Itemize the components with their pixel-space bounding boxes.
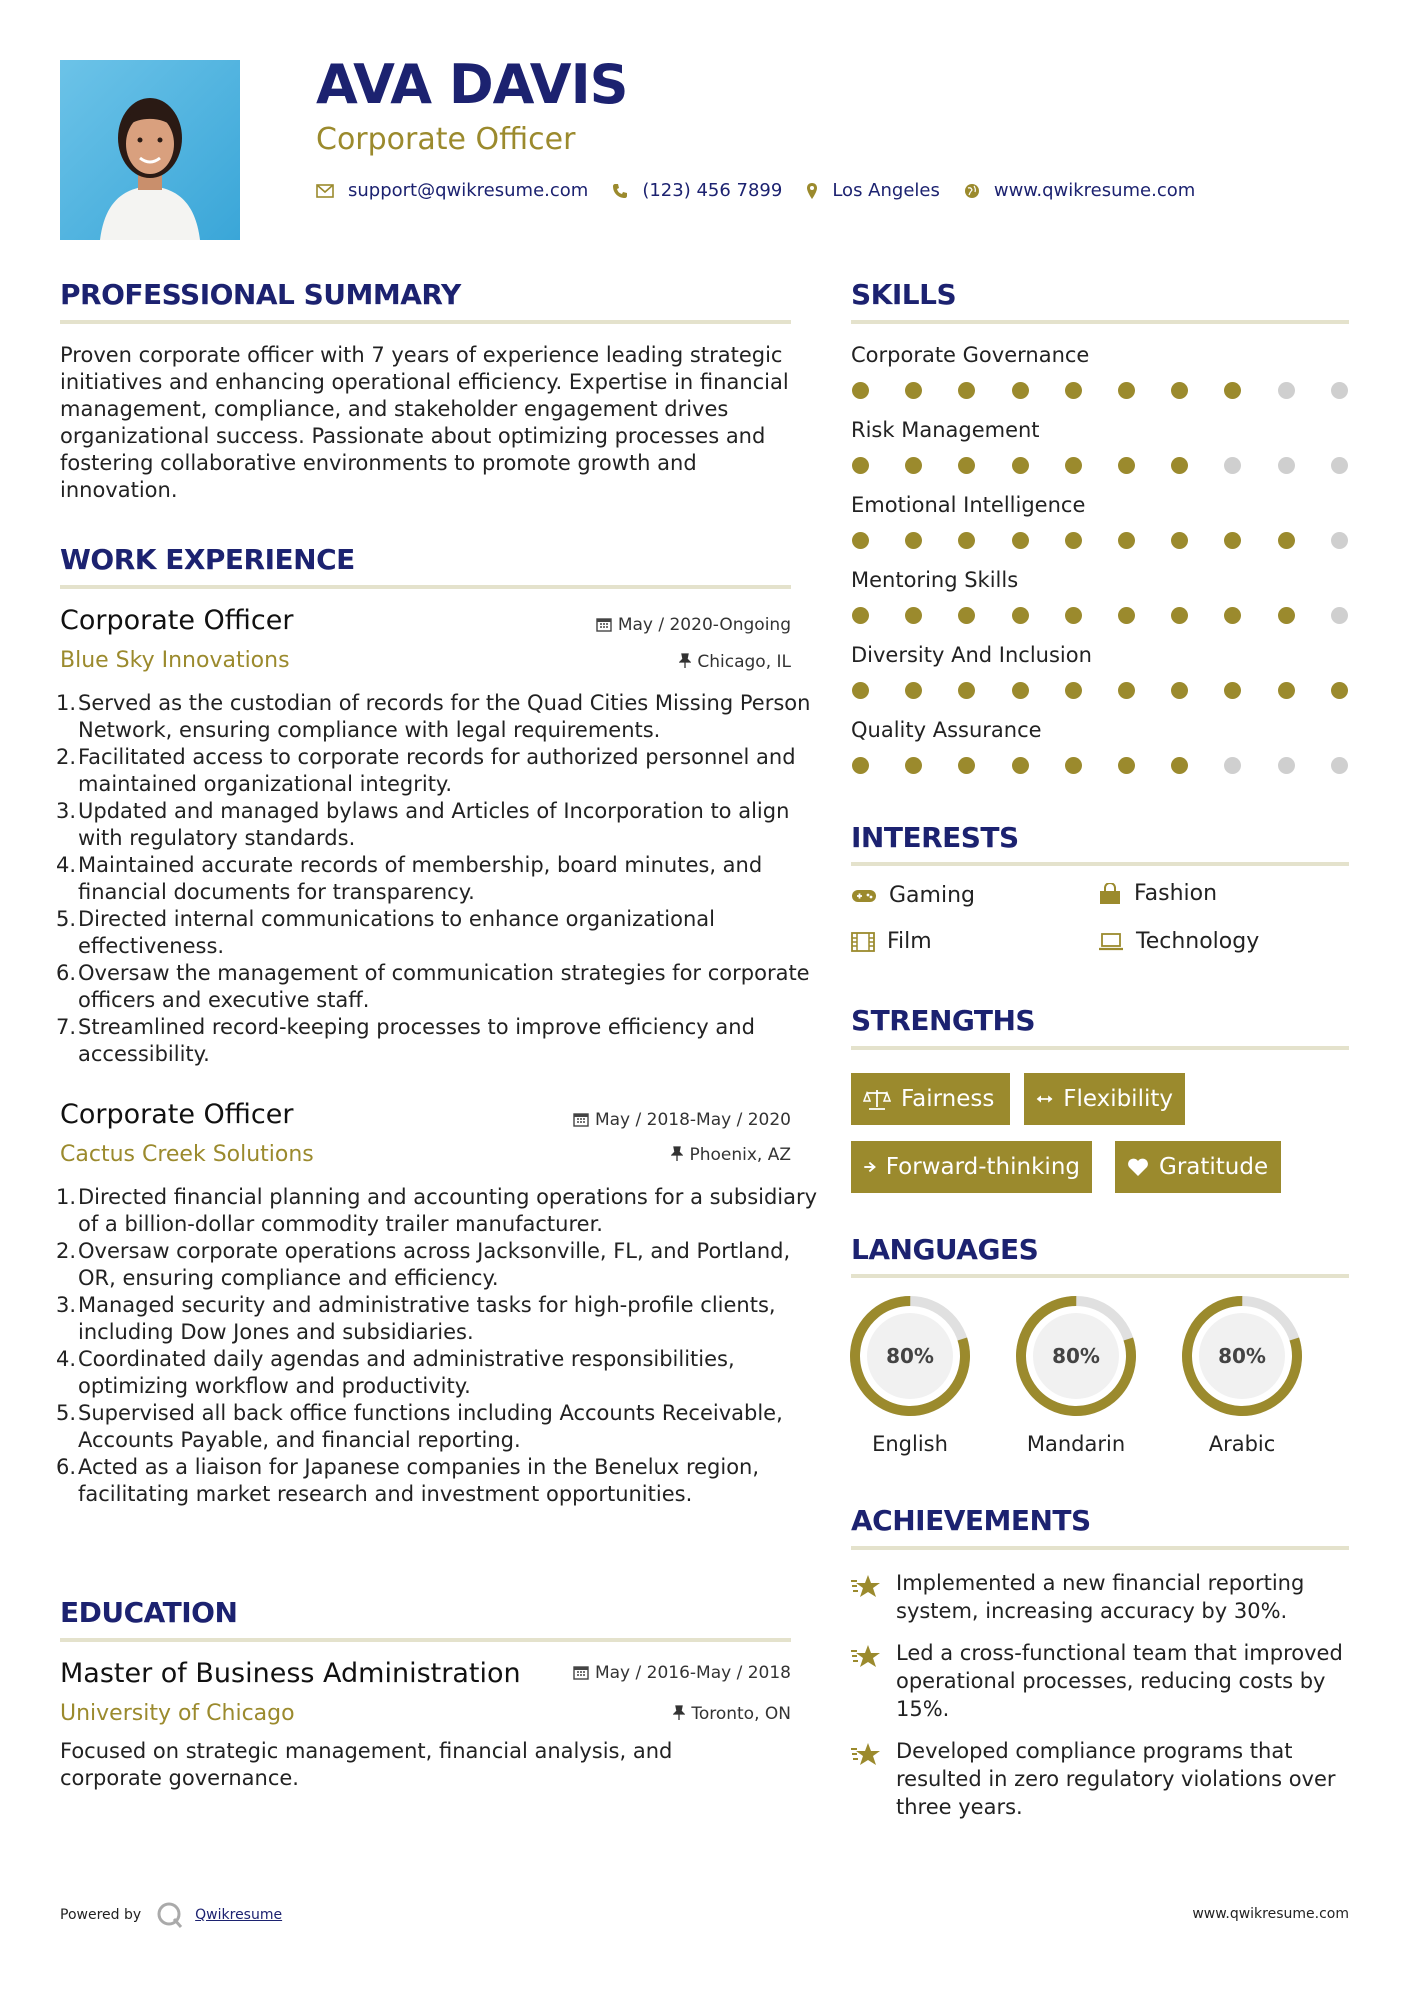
- achievement-item: Developed compliance programs that resulted in zero regulatory violations over three years.: [896, 1739, 1336, 1819]
- strength-badge: Forward-thinking: [851, 1141, 1092, 1193]
- contact-phone[interactable]: (123) 456 7899: [642, 180, 783, 201]
- achievements-divider: [851, 1546, 1349, 1550]
- skill-dot-filled: [1171, 532, 1188, 549]
- skill-dot-filled: [1171, 457, 1188, 474]
- pushpin-icon: [671, 1146, 683, 1162]
- skill-name: Risk Management: [851, 418, 1040, 442]
- language-name: Mandarin: [1026, 1432, 1126, 1456]
- skill-dot-filled: [1118, 382, 1135, 399]
- education-date-text: May / 2016-May / 2018: [594, 1663, 791, 1683]
- star-icon: [850, 1643, 882, 1671]
- contact-website[interactable]: www.qwikresume.com: [993, 180, 1196, 201]
- skill-dot-filled: [958, 607, 975, 624]
- skill-dot-filled: [852, 607, 869, 624]
- skill-name: Corporate Governance: [851, 343, 1090, 367]
- job-date: [573, 1110, 791, 1130]
- calendar-icon: [573, 1111, 589, 1127]
- skill-dot-filled: [1171, 682, 1188, 699]
- envelope-icon: [316, 184, 334, 198]
- language-name: English: [872, 1432, 948, 1456]
- skill-dot-filled: [905, 757, 922, 774]
- candidate-name: AVA DAVIS: [316, 53, 628, 116]
- map-pin-icon: [806, 182, 818, 200]
- skill-dot-filled: [1012, 532, 1029, 549]
- shopping-bag-icon: [1098, 883, 1122, 905]
- skill-dot-filled: [852, 532, 869, 549]
- interest-item: Film: [851, 929, 932, 954]
- interests-divider: [851, 862, 1349, 866]
- phone-icon: [612, 183, 628, 199]
- profile-photo: [60, 60, 240, 240]
- job-date-text: May / 2018-May / 2020: [594, 1110, 791, 1130]
- strength-badge: Fairness: [851, 1073, 1010, 1125]
- skill-name: Diversity And Inclusion: [851, 643, 1092, 667]
- summary-divider: [60, 320, 791, 324]
- education-heading: EDUCATION: [60, 1596, 238, 1629]
- star-icon: [850, 1573, 882, 1601]
- skill-dot-filled: [958, 757, 975, 774]
- skill-dot-filled: [905, 457, 922, 474]
- summary-text: Proven corporate officer with 7 years of experience leading strategic initiatives and enhancing operational efficiency. Expertise in financial management, compliance, and stakeholder engagement drives organizational success. Passionate about optimizing processes and fostering collaborative environments to promote growth and innovation.: [60, 343, 789, 502]
- skill-dot-filled: [1171, 607, 1188, 624]
- skill-dot-filled: [1118, 457, 1135, 474]
- interest-item: Technology: [1098, 929, 1259, 954]
- film-icon: [851, 932, 875, 952]
- skill-dot-filled: [1012, 682, 1029, 699]
- qwikresume-link[interactable]: Qwikresume: [195, 1907, 283, 1923]
- list-item: 6. Acted as a liaison for Japanese companies in the Benelux region, facilitating market research and investment opportunities.: [56, 1455, 760, 1506]
- skill-dot-filled: [1118, 607, 1135, 624]
- skill-dot-empty: [1278, 757, 1295, 774]
- skills-heading: SKILLS: [851, 278, 957, 311]
- list-item: 5. Directed internal communications to enhance organizational effectiveness.: [56, 907, 715, 958]
- skill-dot-filled: [852, 682, 869, 699]
- interests-heading: INTERESTS: [851, 821, 1019, 854]
- achievement-item: Led a cross-functional team that improved operational processes, reducing costs by 15%.: [896, 1641, 1343, 1721]
- strength-badge: Flexibility: [1024, 1073, 1185, 1125]
- contact-bar: [316, 180, 1219, 201]
- pushpin-icon: [679, 653, 691, 669]
- skill-dot-filled: [1118, 682, 1135, 699]
- interest-item: Gaming: [851, 883, 975, 908]
- experience-heading: WORK EXPERIENCE: [60, 543, 355, 576]
- degree-title: Master of Business Administration: [60, 1658, 521, 1689]
- education-description: Focused on strategic management, financial analysis, and corporate governance.: [60, 1739, 673, 1790]
- balance-scale-icon: [863, 1088, 891, 1110]
- skill-dot-empty: [1331, 532, 1348, 549]
- skill-dot-filled: [852, 382, 869, 399]
- list-item: 4. Maintained accurate records of membership, board minutes, and financial documents for transparency.: [56, 853, 763, 904]
- job-bullets: [56, 690, 818, 1068]
- candidate-title: Corporate Officer: [316, 122, 576, 157]
- skill-dot-filled: [905, 382, 922, 399]
- gamepad-icon: [851, 887, 877, 905]
- powered-by-text: Powered by: [60, 1907, 142, 1923]
- education-location: [673, 1704, 791, 1724]
- contact-location: Los Angeles: [832, 180, 940, 201]
- skill-dot-filled: [1278, 532, 1295, 549]
- education-divider: [60, 1638, 791, 1642]
- skill-dot-filled: [852, 757, 869, 774]
- skill-dot-filled: [1065, 682, 1082, 699]
- skill-dot-filled: [1012, 457, 1029, 474]
- skill-dot-filled: [958, 457, 975, 474]
- arrows-horizontal-icon: [1036, 1092, 1053, 1106]
- skill-dot-filled: [1012, 757, 1029, 774]
- job-title: Corporate Officer: [60, 1099, 294, 1130]
- job-company: Blue Sky Innovations: [60, 648, 290, 673]
- skill-dot-filled: [905, 607, 922, 624]
- skill-dot-filled: [1065, 382, 1082, 399]
- skill-dot-filled: [1118, 532, 1135, 549]
- skill-dot-filled: [1224, 532, 1241, 549]
- arrow-right-icon: [863, 1158, 876, 1176]
- job-title: Corporate Officer: [60, 605, 294, 636]
- heart-icon: [1127, 1157, 1149, 1177]
- footer-powered-by: [60, 1900, 282, 1930]
- interest-item: Fashion: [1098, 881, 1217, 906]
- education-location-text: Toronto, ON: [691, 1704, 791, 1724]
- skill-dot-filled: [905, 682, 922, 699]
- strengths-heading: STRENGTHS: [851, 1004, 1036, 1037]
- skill-dot-filled: [1224, 607, 1241, 624]
- job-location: [679, 652, 791, 672]
- achievements-heading: ACHIEVEMENTS: [851, 1504, 1091, 1537]
- list-item: 1. Directed financial planning and accounting operations for a subsidiary of a billion-dollar commodity trailer manufacturer.: [56, 1185, 818, 1236]
- skill-dot-empty: [1331, 757, 1348, 774]
- job-date: [596, 615, 791, 635]
- skill-dot-empty: [1224, 457, 1241, 474]
- language-percent: 80%: [1218, 1344, 1266, 1368]
- list-item: 4. Coordinated daily agendas and administrative responsibilities, optimizing workflow and productivity.: [56, 1347, 735, 1398]
- skill-dot-empty: [1331, 382, 1348, 399]
- skill-dot-filled: [958, 532, 975, 549]
- list-item: 7. Streamlined record-keeping processes to improve efficiency and accessibility.: [56, 1015, 755, 1066]
- skill-dot-filled: [1065, 457, 1082, 474]
- calendar-icon: [573, 1664, 589, 1680]
- job-company: Cactus Creek Solutions: [60, 1142, 314, 1167]
- list-item: 5. Supervised all back office functions including Accounts Receivable, Accounts Payable, and financial reporting.: [56, 1401, 783, 1452]
- achievement-item: Implemented a new financial reporting system, increasing accuracy by 30%.: [896, 1571, 1305, 1623]
- skill-dot-filled: [1171, 757, 1188, 774]
- skill-dot-empty: [1224, 757, 1241, 774]
- skill-name: Mentoring Skills: [851, 568, 1019, 592]
- skill-dot-filled: [1065, 532, 1082, 549]
- language-percent: 80%: [886, 1344, 934, 1368]
- job-location: [671, 1145, 791, 1165]
- job-bullets: [56, 1184, 818, 1508]
- skill-name: Quality Assurance: [851, 718, 1042, 742]
- job-location-text: Phoenix, AZ: [689, 1145, 791, 1165]
- skill-name: Emotional Intelligence: [851, 493, 1086, 517]
- skill-dot-filled: [852, 457, 869, 474]
- skill-dot-filled: [1065, 757, 1082, 774]
- skill-dot-empty: [1278, 382, 1295, 399]
- laptop-icon: [1098, 933, 1124, 951]
- skill-dot-filled: [1118, 757, 1135, 774]
- skill-dot-empty: [1278, 457, 1295, 474]
- job-date-text: May / 2020-Ongoing: [617, 615, 791, 635]
- skill-dot-empty: [1331, 457, 1348, 474]
- star-icon: [850, 1741, 882, 1769]
- skill-dot-empty: [1331, 607, 1348, 624]
- pushpin-icon: [673, 1705, 685, 1721]
- skill-dot-filled: [958, 382, 975, 399]
- qwikresume-logo-icon: [155, 1900, 185, 1930]
- list-item: 3. Managed security and administrative tasks for high-profile clients, including Dow Jones and subsidiaries.: [56, 1293, 776, 1344]
- skill-dot-filled: [1278, 682, 1295, 699]
- skill-dot-filled: [1278, 607, 1295, 624]
- language-name: Arabic: [1208, 1432, 1276, 1456]
- education-date: [573, 1663, 791, 1683]
- experience-divider: [60, 585, 791, 589]
- job-location-text: Chicago, IL: [697, 652, 791, 672]
- strength-badge: Gratitude: [1115, 1141, 1281, 1193]
- list-item: 2. Facilitated access to corporate records for authorized personnel and maintained organizational integrity.: [56, 745, 796, 796]
- list-item: 3. Updated and managed bylaws and Articles of Incorporation to align with regulatory standards.: [56, 799, 790, 850]
- skill-dot-filled: [1171, 382, 1188, 399]
- list-item: 2. Oversaw corporate operations across Jacksonville, FL, and Portland, OR, ensuring compliance and efficiency.: [56, 1239, 791, 1290]
- skill-dot-filled: [1331, 682, 1348, 699]
- skill-dot-filled: [1224, 382, 1241, 399]
- languages-divider: [851, 1274, 1349, 1278]
- calendar-icon: [596, 616, 612, 632]
- language-percent: 80%: [1052, 1344, 1100, 1368]
- list-item: 6. Oversaw the management of communication strategies for corporate officers and executive staff.: [56, 961, 810, 1012]
- footer-url[interactable]: www.qwikresume.com: [1192, 1906, 1349, 1922]
- skill-dot-filled: [1012, 607, 1029, 624]
- languages-heading: LANGUAGES: [851, 1233, 1039, 1266]
- summary-heading: PROFESSIONAL SUMMARY: [60, 278, 461, 311]
- skill-dot-filled: [905, 532, 922, 549]
- globe-icon: [964, 183, 980, 199]
- school-name: University of Chicago: [60, 1701, 295, 1726]
- language-rings: [840, 1288, 1320, 1428]
- contact-email[interactable]: support@qwikresume.com: [348, 180, 589, 201]
- strengths-divider: [851, 1046, 1349, 1050]
- skills-divider: [851, 320, 1349, 324]
- skill-dot-filled: [1065, 607, 1082, 624]
- skill-dot-filled: [1224, 682, 1241, 699]
- skill-dot-filled: [1012, 382, 1029, 399]
- skill-dot-filled: [958, 682, 975, 699]
- list-item: 1. Served as the custodian of records for the Quad Cities Missing Person Network, ensuring compliance with legal requirements.: [56, 691, 811, 742]
